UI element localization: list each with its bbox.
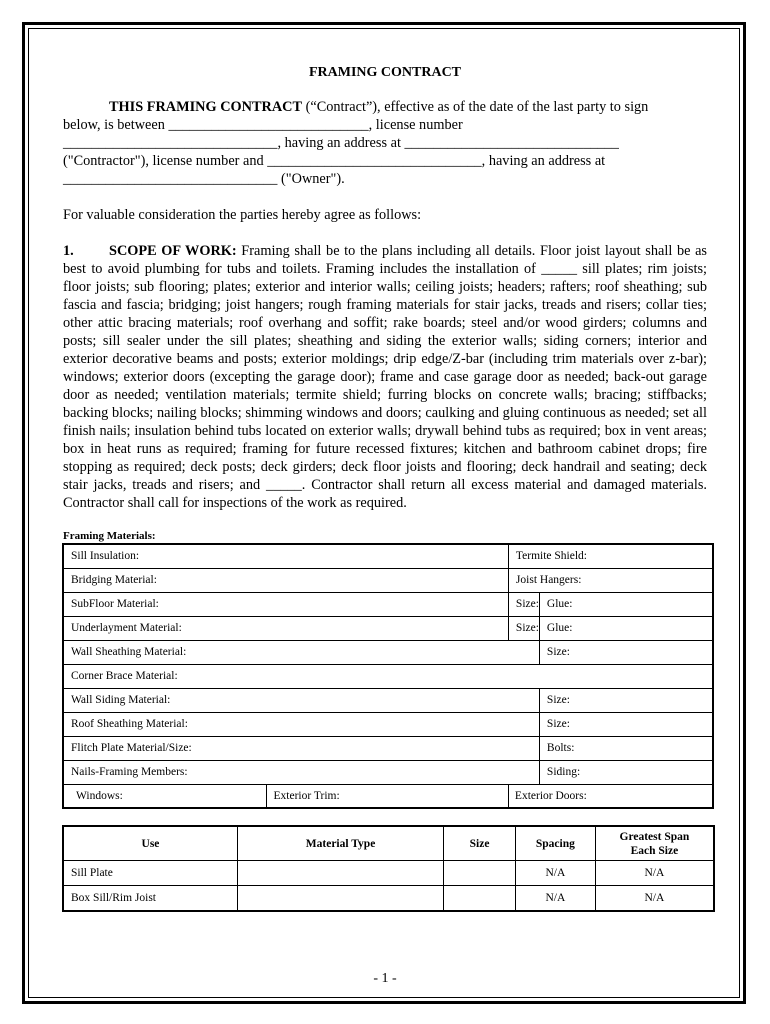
wall-siding-material-cell[interactable]: Wall Siding Material: [63, 688, 539, 712]
span-header-line-1: Greatest Span [619, 830, 690, 843]
col-header-spacing: Spacing [515, 826, 595, 861]
wall-siding-size-cell[interactable]: Size: [539, 688, 713, 712]
table-row [63, 640, 713, 664]
termite-shield-cell[interactable]: Termite Shield: [508, 544, 713, 568]
col-header-greatest-span [595, 826, 714, 861]
table-row [63, 784, 713, 808]
bolts-cell[interactable]: Bolts: [539, 736, 713, 760]
row-span: N/A [595, 861, 714, 886]
intro-line-5: ______________________________ ("Owner"). [63, 171, 345, 187]
row-span: N/A [595, 886, 714, 912]
flitch-plate-cell[interactable]: Flitch Plate Material/Size: [63, 736, 539, 760]
row-use: Box Sill/Rim Joist [63, 886, 237, 912]
intro-line-4: ("Contractor"), license number and ______________________________, having an address at [63, 153, 606, 169]
corner-brace-material-cell[interactable]: Corner Brace Material: [63, 664, 713, 688]
table-row [63, 544, 713, 568]
table-row [63, 736, 713, 760]
subfloor-size-cell[interactable]: Size: [508, 592, 539, 616]
roof-sheathing-material-cell[interactable]: Roof Sheathing Material: [63, 712, 539, 736]
table-row [63, 886, 714, 912]
wall-sheathing-material-cell[interactable]: Wall Sheathing Material: [63, 640, 539, 664]
table-row [63, 712, 713, 736]
sill-insulation-cell[interactable]: Sill Insulation: [63, 544, 508, 568]
table-row [63, 616, 713, 640]
intro-paragraph [63, 98, 707, 188]
page-number: - 1 - [373, 971, 397, 986]
subfloor-material-cell[interactable]: SubFloor Material: [63, 592, 508, 616]
scope-number: 1. [63, 243, 74, 259]
row-material-type[interactable] [237, 861, 443, 886]
scope-heading: SCOPE OF WORK: [109, 243, 237, 259]
document-title: FRAMING CONTRACT [308, 65, 462, 80]
row-size[interactable] [444, 861, 516, 886]
table-row [63, 760, 713, 784]
row-spacing: N/A [515, 886, 595, 912]
table-row [63, 568, 713, 592]
underlayment-material-cell[interactable]: Underlayment Material: [63, 616, 508, 640]
subfloor-glue-cell[interactable]: Glue: [539, 592, 713, 616]
wall-sheathing-size-cell[interactable]: Size: [539, 640, 713, 664]
row-material-type[interactable] [237, 886, 443, 912]
underlayment-glue-cell[interactable]: Glue: [539, 616, 713, 640]
table-header-row [63, 826, 714, 861]
table-row [63, 861, 714, 886]
document-body [63, 64, 707, 912]
col-header-use: Use [63, 826, 237, 861]
framing-materials-table [62, 543, 714, 809]
col-header-material-type: Material Type [237, 826, 443, 861]
row-spacing: N/A [515, 861, 595, 886]
nails-framing-cell[interactable]: Nails-Framing Members: [63, 760, 539, 784]
framing-materials-heading: Framing Materials: [63, 530, 156, 542]
bridging-material-cell[interactable]: Bridging Material: [63, 568, 508, 592]
scope-text: Framing shall be to the plans including all details. Floor joist layout shall be as best to avoid plumbing for tubs and toilets. Framing includes the installation of _____ sill plates; rim joists; floor joists; sub flooring; plates; exterior and interior walls; ceiling joists; headers; rafters; roof sheathing; sub fascia and fascia; bridging; joist hangers; rough framing materials for stair jacks, treads and risers; collar ties; other attic bracing materials; roof overhang and soffit; rake boards; steel and/or wood girders; columns and posts; sill sealer under the sill plates; sheathing and siding the exterior walls; siding corners; interior and exterior decorative beams and posts; exterior moldings; drip edge/Z-bar (including trim materials over z-bar); windows; exterior doors (excepting the garage door); frame and case garage door as needed; back-out garage door as needed; ventilation materials; termite shield; furring blocks on concrete walls; bracing; stiffbacks; backing blocks; nailing blocks; shimming windows and doors; caulking and gluing continuous as needed; set all finish nails; insulation behind tubs located on exterior walls; drywall behind tubs as required; box in vent areas; box in heat runs as required; framing for future recessed fixtures; kitchen and bathroom cabinet drops; fire stopping as required; deck posts; deck girders; deck floor joists and flooring; deck handrail and seating; deck stair jacks, treads and risers; and _____. Contractor shall return all excess material and damaged materials. Contractor shall call for inspections of the work as required. [63, 243, 707, 511]
intro-line-2: below, is between ____________________________, license number [63, 117, 463, 133]
underlayment-size-cell[interactable]: Size: [508, 616, 539, 640]
col-header-size: Size [444, 826, 516, 861]
row-use: Sill Plate [63, 861, 237, 886]
table-row [63, 592, 713, 616]
scope-of-work-paragraph [63, 242, 707, 512]
table-row [63, 664, 713, 688]
intro-line-1: (“Contract”), effective as of the date of the last party to sign [302, 99, 649, 115]
consideration-line: For valuable consideration the parties hereby agree as follows: [63, 207, 422, 223]
windows-cell[interactable]: Windows: [63, 784, 266, 808]
joist-hangers-cell[interactable]: Joist Hangers: [508, 568, 713, 592]
row-size[interactable] [444, 886, 516, 912]
intro-bold-lead: THIS FRAMING CONTRACT [109, 99, 303, 115]
intro-line-3: ______________________________, having an address at ______________________________ [63, 135, 619, 151]
roof-sheathing-size-cell[interactable]: Size: [539, 712, 713, 736]
exterior-trim-cell[interactable]: Exterior Trim: [266, 784, 508, 808]
framing-spec-table [62, 825, 715, 912]
table-row [63, 688, 713, 712]
exterior-doors-cell[interactable]: Exterior Doors: [508, 784, 713, 808]
span-header-line-2: Each Size [630, 844, 679, 857]
siding-cell[interactable]: Siding: [539, 760, 713, 784]
